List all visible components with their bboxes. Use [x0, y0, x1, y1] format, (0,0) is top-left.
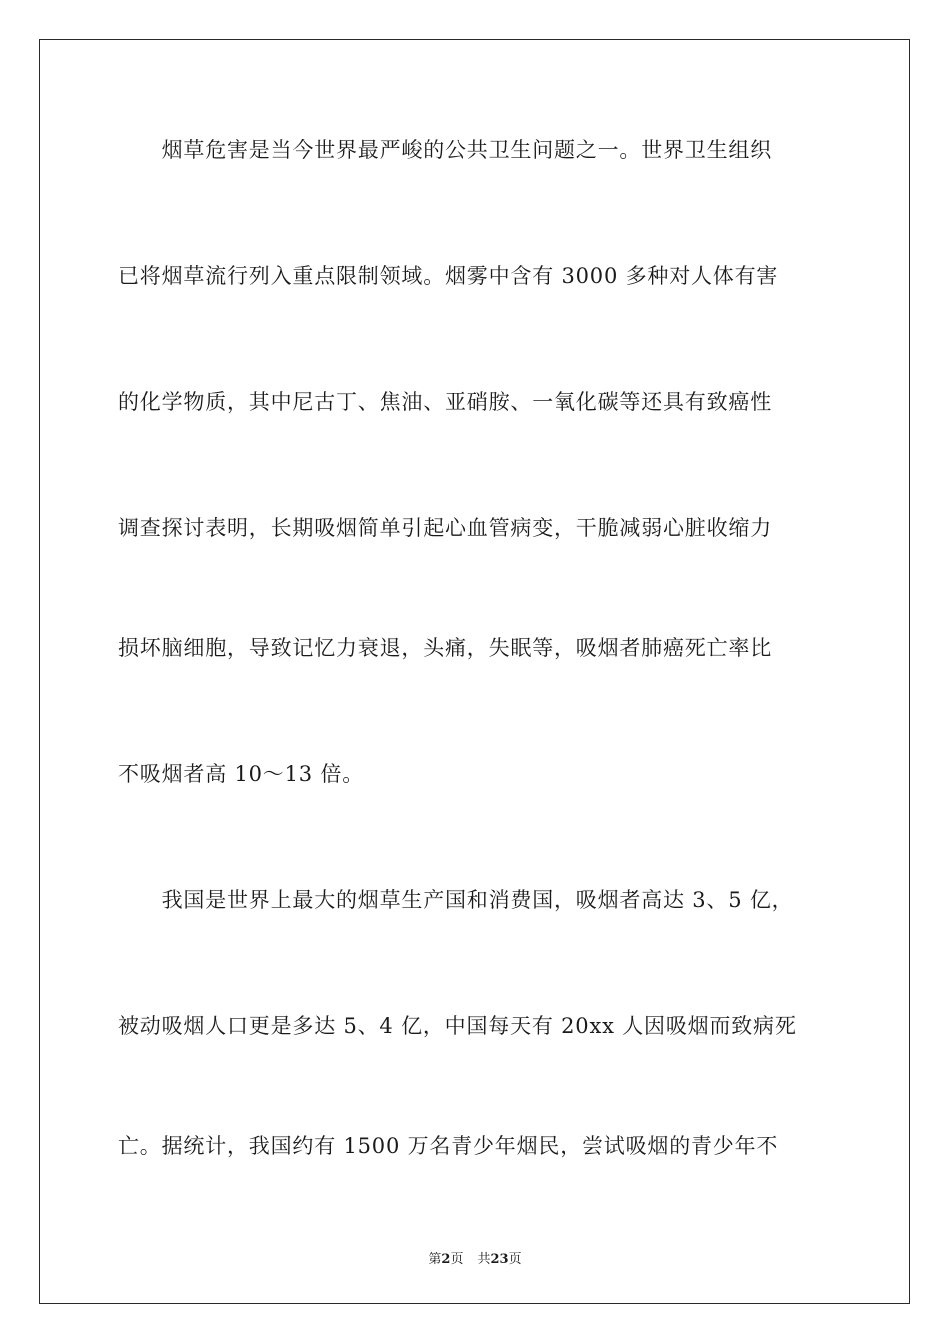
text-line-9: 亡。据统计，我国约有 1500 万名青少年烟民，尝试吸烟的青少年不 [118, 1134, 779, 1158]
text-line-8: 被动吸烟人口更是多达 5、4 亿，中国每天有 20xx 人因吸烟而致病死 [118, 1014, 797, 1038]
page-border [39, 39, 910, 1304]
text-line-3: 的化学物质，其中尼古丁、焦油、亚硝胺、一氧化碳等还具有致癌性 [118, 390, 772, 414]
text-line-7: 我国是世界上最大的烟草生产国和消费国，吸烟者高达 3、5 亿， [118, 888, 794, 912]
page-footer [0, 1248, 950, 1267]
text-line-1: 烟草危害是当今世界最严峻的公共卫生问题之一。世界卫生组织 [118, 138, 772, 162]
text-line-5: 损坏脑细胞，导致记忆力衰退，头痛，失眠等，吸烟者肺癌死亡率比 [118, 636, 772, 660]
text-line-4: 调查探讨表明，长期吸烟简单引起心血管病变，干脆减弱心脏收缩力 [118, 516, 772, 540]
page-number: 2 [441, 1252, 451, 1267]
total-pages: 23 [490, 1252, 509, 1267]
text-line-6: 不吸烟者高 10～13 倍。 [118, 762, 364, 786]
page-prefix: 第 [428, 1252, 442, 1267]
text-line-2: 已将烟草流行列入重点限制领域。烟雾中含有 3000 多种对人体有害 [118, 264, 779, 288]
page-suffix: 页 [450, 1252, 464, 1267]
total-suffix: 页 [508, 1252, 522, 1267]
total-prefix: 共 [477, 1252, 491, 1267]
